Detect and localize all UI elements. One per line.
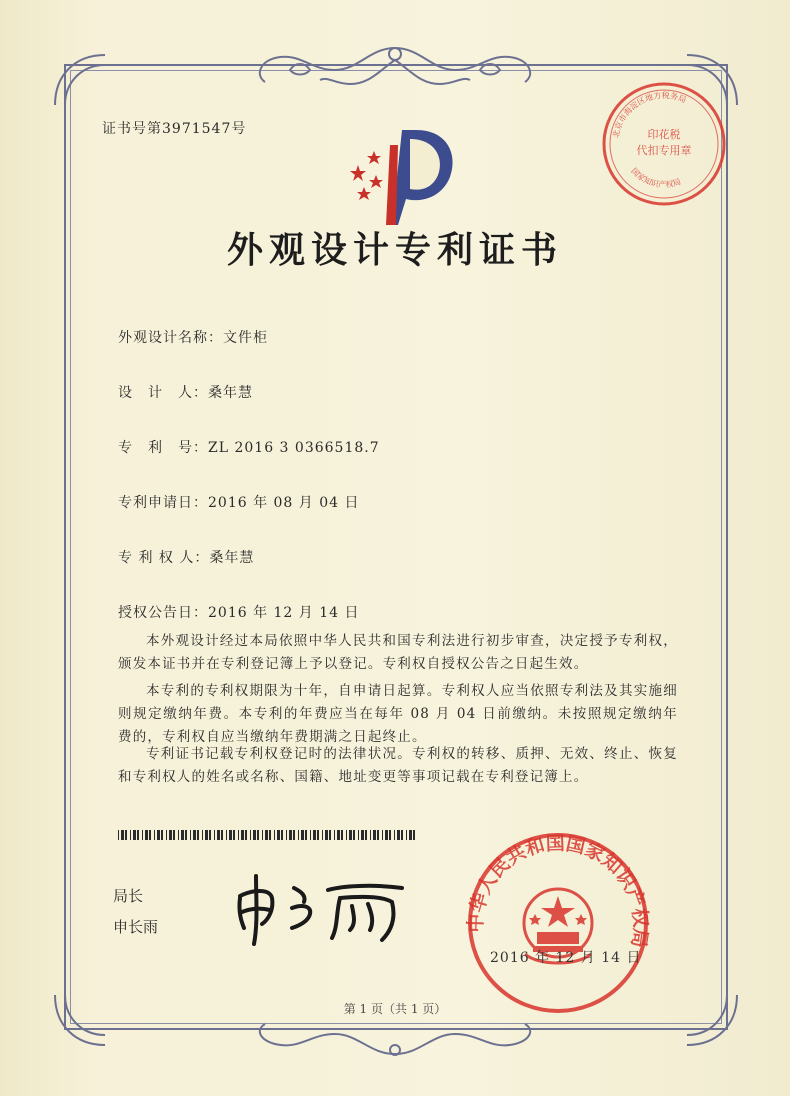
certificate-number: 证书号第3971547号 <box>102 121 247 137</box>
barcode-icon <box>118 830 418 840</box>
seal-date: 2016 年 12 月 14 日 <box>490 950 642 966</box>
certificate-title: 外观设计专利证书 <box>226 229 563 271</box>
cnipa-official-seal-icon <box>463 828 653 1018</box>
director-signature-icon <box>232 868 412 948</box>
field-design-name: 外观设计名称：文件柜 <box>118 330 268 346</box>
svg-text:中华人民共和国国家知识产权局: 中华人民共和国国家知识产权局 <box>464 832 652 950</box>
corner-ornament-icon <box>682 990 742 1050</box>
tax-stamp-seal-icon <box>598 78 730 210</box>
top-ornament-icon <box>250 40 540 110</box>
paragraph-legal-status: 专利证书记载专利权登记时的法律状况。专利权的转移、质押、无效、终止、恢复和专利权人的姓名或名称、国籍、地址变更等事项记载在专利登记簿上。 <box>118 746 678 785</box>
director-title: 局长 <box>113 887 144 905</box>
cnipa-logo-icon <box>340 125 460 225</box>
field-patent-no: 专 利 号：ZL 2016 3 0366518.7 <box>118 440 380 456</box>
corner-ornament-icon <box>50 50 110 110</box>
field-designer: 设 计 人：桑年慧 <box>118 385 253 401</box>
director-name: 申长雨 <box>113 918 159 936</box>
svg-text:国家知识产权局: 国家知识产权局 <box>629 166 683 190</box>
field-filing-date: 专利申请日：2016 年 08 月 04 日 <box>118 495 360 511</box>
field-patentee: 专 利 权 人：桑年慧 <box>118 550 255 566</box>
bottom-ornament-icon <box>250 1018 540 1068</box>
svg-text:印花税: 印花税 <box>647 128 681 141</box>
corner-ornament-icon <box>50 990 110 1050</box>
page-number: 第 1 页（共 1 页） <box>343 1002 447 1016</box>
field-grant-date: 授权公告日：2016 年 12 月 14 日 <box>118 605 360 621</box>
svg-text:北京市海淀区地方税务局: 北京市海淀区地方税务局 <box>611 90 688 139</box>
paragraph-grant-decision: 本外观设计经过本局依照中华人民共和国专利法进行初步审查，决定授予专利权，颁发本证书并在专利登记簿上予以登记。专利权自授权公告之日起生效。 <box>118 633 678 672</box>
paragraph-term-fees: 本专利的专利权期限为十年，自申请日起算。专利权人应当依照专利法及其实施细则规定缴纳年费。本专利的年费应当在每年 08 月 04 日前缴纳。未按照规定缴纳年费的，专利权自应当缴纳年费期满之日起终止。 <box>118 683 678 745</box>
svg-text:代扣专用章: 代扣专用章 <box>636 144 692 157</box>
